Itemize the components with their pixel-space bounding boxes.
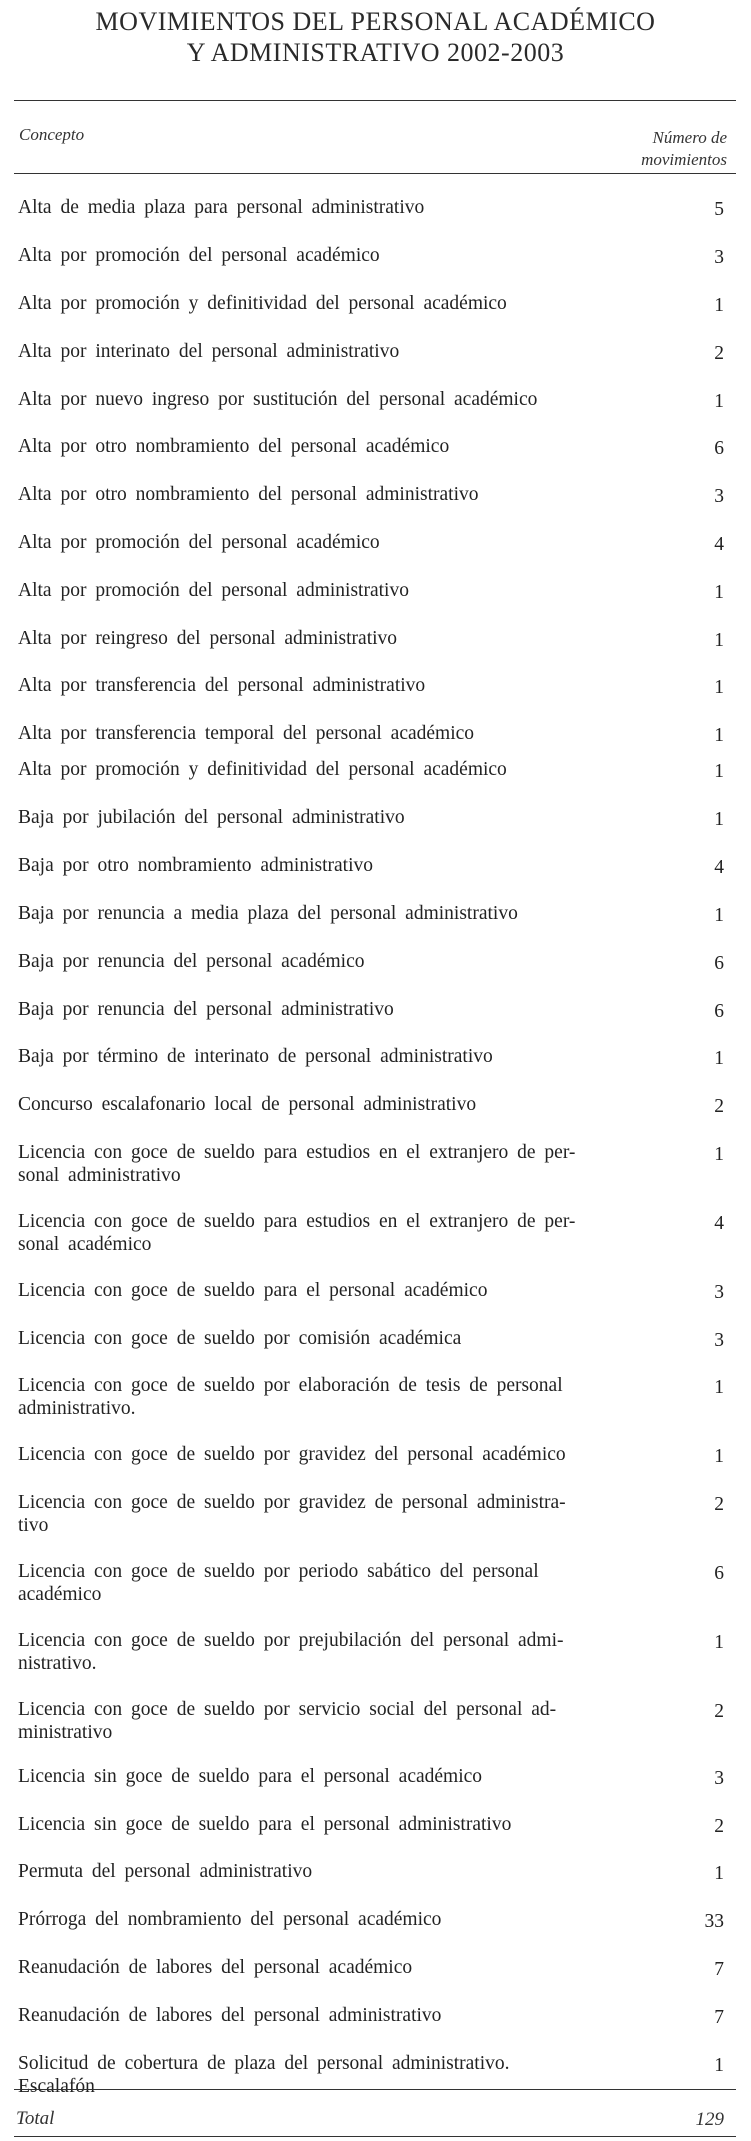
row-count: 6 <box>714 1001 724 1022</box>
table-row <box>18 950 724 973</box>
row-count: 1 <box>714 1144 724 1165</box>
page-title-line-2: Y ADMINISTRATIVO 2002-2003 <box>186 38 565 67</box>
row-count: 1 <box>714 630 724 651</box>
row-concept: Alta por interinato del personal administrativo <box>18 341 400 362</box>
row-count: 7 <box>714 2007 724 2028</box>
page-title <box>0 6 751 68</box>
row-concept: Licencia con goce de sueldo por prejubilación del personal admi- nistrativo. <box>18 1630 564 1674</box>
row-count: 1 <box>714 295 724 316</box>
row-count: 7 <box>714 1959 724 1980</box>
row-count: 1 <box>714 1446 724 1467</box>
table-top-rule <box>14 100 736 101</box>
row-count: 1 <box>714 582 724 603</box>
table-row <box>18 758 724 781</box>
row-count: 1 <box>714 1377 724 1398</box>
row-count: 2 <box>714 1494 724 1515</box>
row-concept: Alta por promoción del personal académico <box>18 245 380 266</box>
table-row <box>18 1560 724 1606</box>
row-count: 2 <box>714 343 724 364</box>
row-count: 1 <box>714 2055 724 2076</box>
row-count: 2 <box>714 1816 724 1837</box>
row-concept: Baja por renuncia del personal académico <box>18 951 365 972</box>
row-concept: Baja por jubilación del personal administrativo <box>18 807 405 828</box>
row-count: 1 <box>714 677 724 698</box>
table-row <box>18 1141 724 1187</box>
total-label: Total <box>16 2108 55 2129</box>
row-concept: Licencia con goce de sueldo por comisión académica <box>18 1328 462 1349</box>
table-row <box>18 1860 724 1883</box>
row-concept: Alta por promoción y definitividad del personal académico <box>18 759 507 780</box>
table-row <box>18 483 724 506</box>
row-count: 3 <box>714 486 724 507</box>
row-count: 1 <box>714 1632 724 1653</box>
row-count: 1 <box>714 809 724 830</box>
table-row <box>18 196 724 219</box>
table-row <box>18 854 724 877</box>
row-concept: Licencia sin goce de sueldo para el personal administrativo <box>18 1814 512 1835</box>
total-bottom-rule <box>14 2136 736 2137</box>
row-count: 33 <box>704 1911 724 1932</box>
table-row <box>18 388 724 411</box>
row-count: 3 <box>714 1768 724 1789</box>
row-concept: Solicitud de cobertura de plaza del personal administrativo. Escalafón <box>18 2053 510 2097</box>
table-row <box>18 1491 724 1537</box>
row-concept: Baja por otro nombramiento administrativo <box>18 855 374 876</box>
row-count: 2 <box>714 1701 724 1722</box>
row-concept: Licencia con goce de sueldo por servicio social del personal ad- ministrativo <box>18 1699 557 1743</box>
row-concept: Prórroga del nombramiento del personal académico <box>18 1909 442 1930</box>
row-concept: Permuta del personal administrativo <box>18 1861 313 1882</box>
row-count: 1 <box>714 1863 724 1884</box>
table-row <box>18 1045 724 1068</box>
table-row <box>18 1093 724 1116</box>
row-count: 1 <box>714 391 724 412</box>
row-concept: Licencia con goce de sueldo para estudios en el extranjero de per- sonal académico <box>18 1211 576 1255</box>
row-count: 5 <box>714 199 724 220</box>
row-concept: Alta por otro nombramiento del personal administrativo <box>18 484 479 505</box>
row-count: 4 <box>714 1213 724 1234</box>
row-count: 4 <box>714 857 724 878</box>
table-row <box>18 244 724 267</box>
table-row <box>18 1698 724 1744</box>
row-concept: Alta por nuevo ingreso por sustitución del personal académico <box>18 389 538 410</box>
table-row <box>18 1210 724 1256</box>
row-count: 6 <box>714 1563 724 1584</box>
table-row <box>18 998 724 1021</box>
row-count: 1 <box>714 725 724 746</box>
table-row <box>18 902 724 925</box>
header-bottom-rule <box>14 173 736 174</box>
row-count: 3 <box>714 1330 724 1351</box>
row-count: 1 <box>714 1048 724 1069</box>
total-top-rule <box>14 2089 736 2090</box>
row-count: 1 <box>714 905 724 926</box>
table-row <box>18 2004 724 2027</box>
row-concept: Alta por otro nombramiento del personal académico <box>18 436 450 457</box>
row-count: 6 <box>714 953 724 974</box>
row-concept: Baja por término de interinato de personal administrativo <box>18 1046 493 1067</box>
row-concept: Concurso escalafonario local de personal administrativo <box>18 1094 477 1115</box>
table-row <box>18 722 724 745</box>
table-row <box>18 1765 724 1788</box>
table-row <box>18 1629 724 1675</box>
row-concept: Alta de media plaza para personal administrativo <box>18 197 425 218</box>
row-concept: Licencia con goce de sueldo por gravidez del personal académico <box>18 1444 566 1465</box>
table-row <box>18 531 724 554</box>
row-concept: Licencia con goce de sueldo por gravidez de personal administra- tivo <box>18 1492 566 1536</box>
total-value: 129 <box>695 2109 724 2130</box>
table-row <box>18 1327 724 1350</box>
column-header-count: Número de movimientos <box>641 128 727 169</box>
table-row <box>18 1443 724 1466</box>
row-concept: Reanudación de labores del personal administrativo <box>18 2005 442 2026</box>
table-row <box>18 1279 724 1302</box>
table-row <box>18 1908 724 1931</box>
row-count: 6 <box>714 438 724 459</box>
row-count: 2 <box>714 1096 724 1117</box>
page-title-line-1: MOVIMIENTOS DEL PERSONAL ACADÉMICO <box>95 7 656 36</box>
row-concept: Licencia sin goce de sueldo para el personal académico <box>18 1766 483 1787</box>
table-row <box>18 627 724 650</box>
row-concept: Baja por renuncia a media plaza del personal administrativo <box>18 903 518 924</box>
table-row <box>18 2052 724 2098</box>
row-concept: Alta por transferencia del personal administrativo <box>18 675 426 696</box>
row-count: 3 <box>714 247 724 268</box>
row-count: 1 <box>714 761 724 782</box>
row-concept: Licencia con goce de sueldo para estudios en el extranjero de per- sonal administrativo <box>18 1142 576 1186</box>
table-row <box>18 292 724 315</box>
row-concept: Licencia con goce de sueldo para el personal académico <box>18 1280 488 1301</box>
row-concept: Alta por promoción y definitividad del personal académico <box>18 293 507 314</box>
row-concept: Licencia con goce de sueldo por elaboración de tesis de personal administrativo. <box>18 1375 563 1419</box>
row-concept: Alta por reingreso del personal administrativo <box>18 628 398 649</box>
table-row <box>18 1374 724 1420</box>
row-count: 4 <box>714 534 724 555</box>
row-concept: Baja por renuncia del personal administrativo <box>18 999 394 1020</box>
row-concept: Alta por transferencia temporal del personal académico <box>18 723 475 744</box>
row-concept: Alta por promoción del personal administrativo <box>18 580 409 601</box>
table-row <box>18 579 724 602</box>
row-concept: Alta por promoción del personal académico <box>18 532 380 553</box>
table-row <box>18 806 724 829</box>
column-header-concept: Concepto <box>19 125 85 144</box>
row-concept: Licencia con goce de sueldo por periodo sabático del personal académico <box>18 1561 539 1605</box>
table-row <box>18 674 724 697</box>
table-row <box>18 340 724 363</box>
table-row <box>18 1956 724 1979</box>
table-row <box>18 1813 724 1836</box>
table-row <box>18 435 724 458</box>
row-count: 3 <box>714 1282 724 1303</box>
row-concept: Reanudación de labores del personal académico <box>18 1957 413 1978</box>
